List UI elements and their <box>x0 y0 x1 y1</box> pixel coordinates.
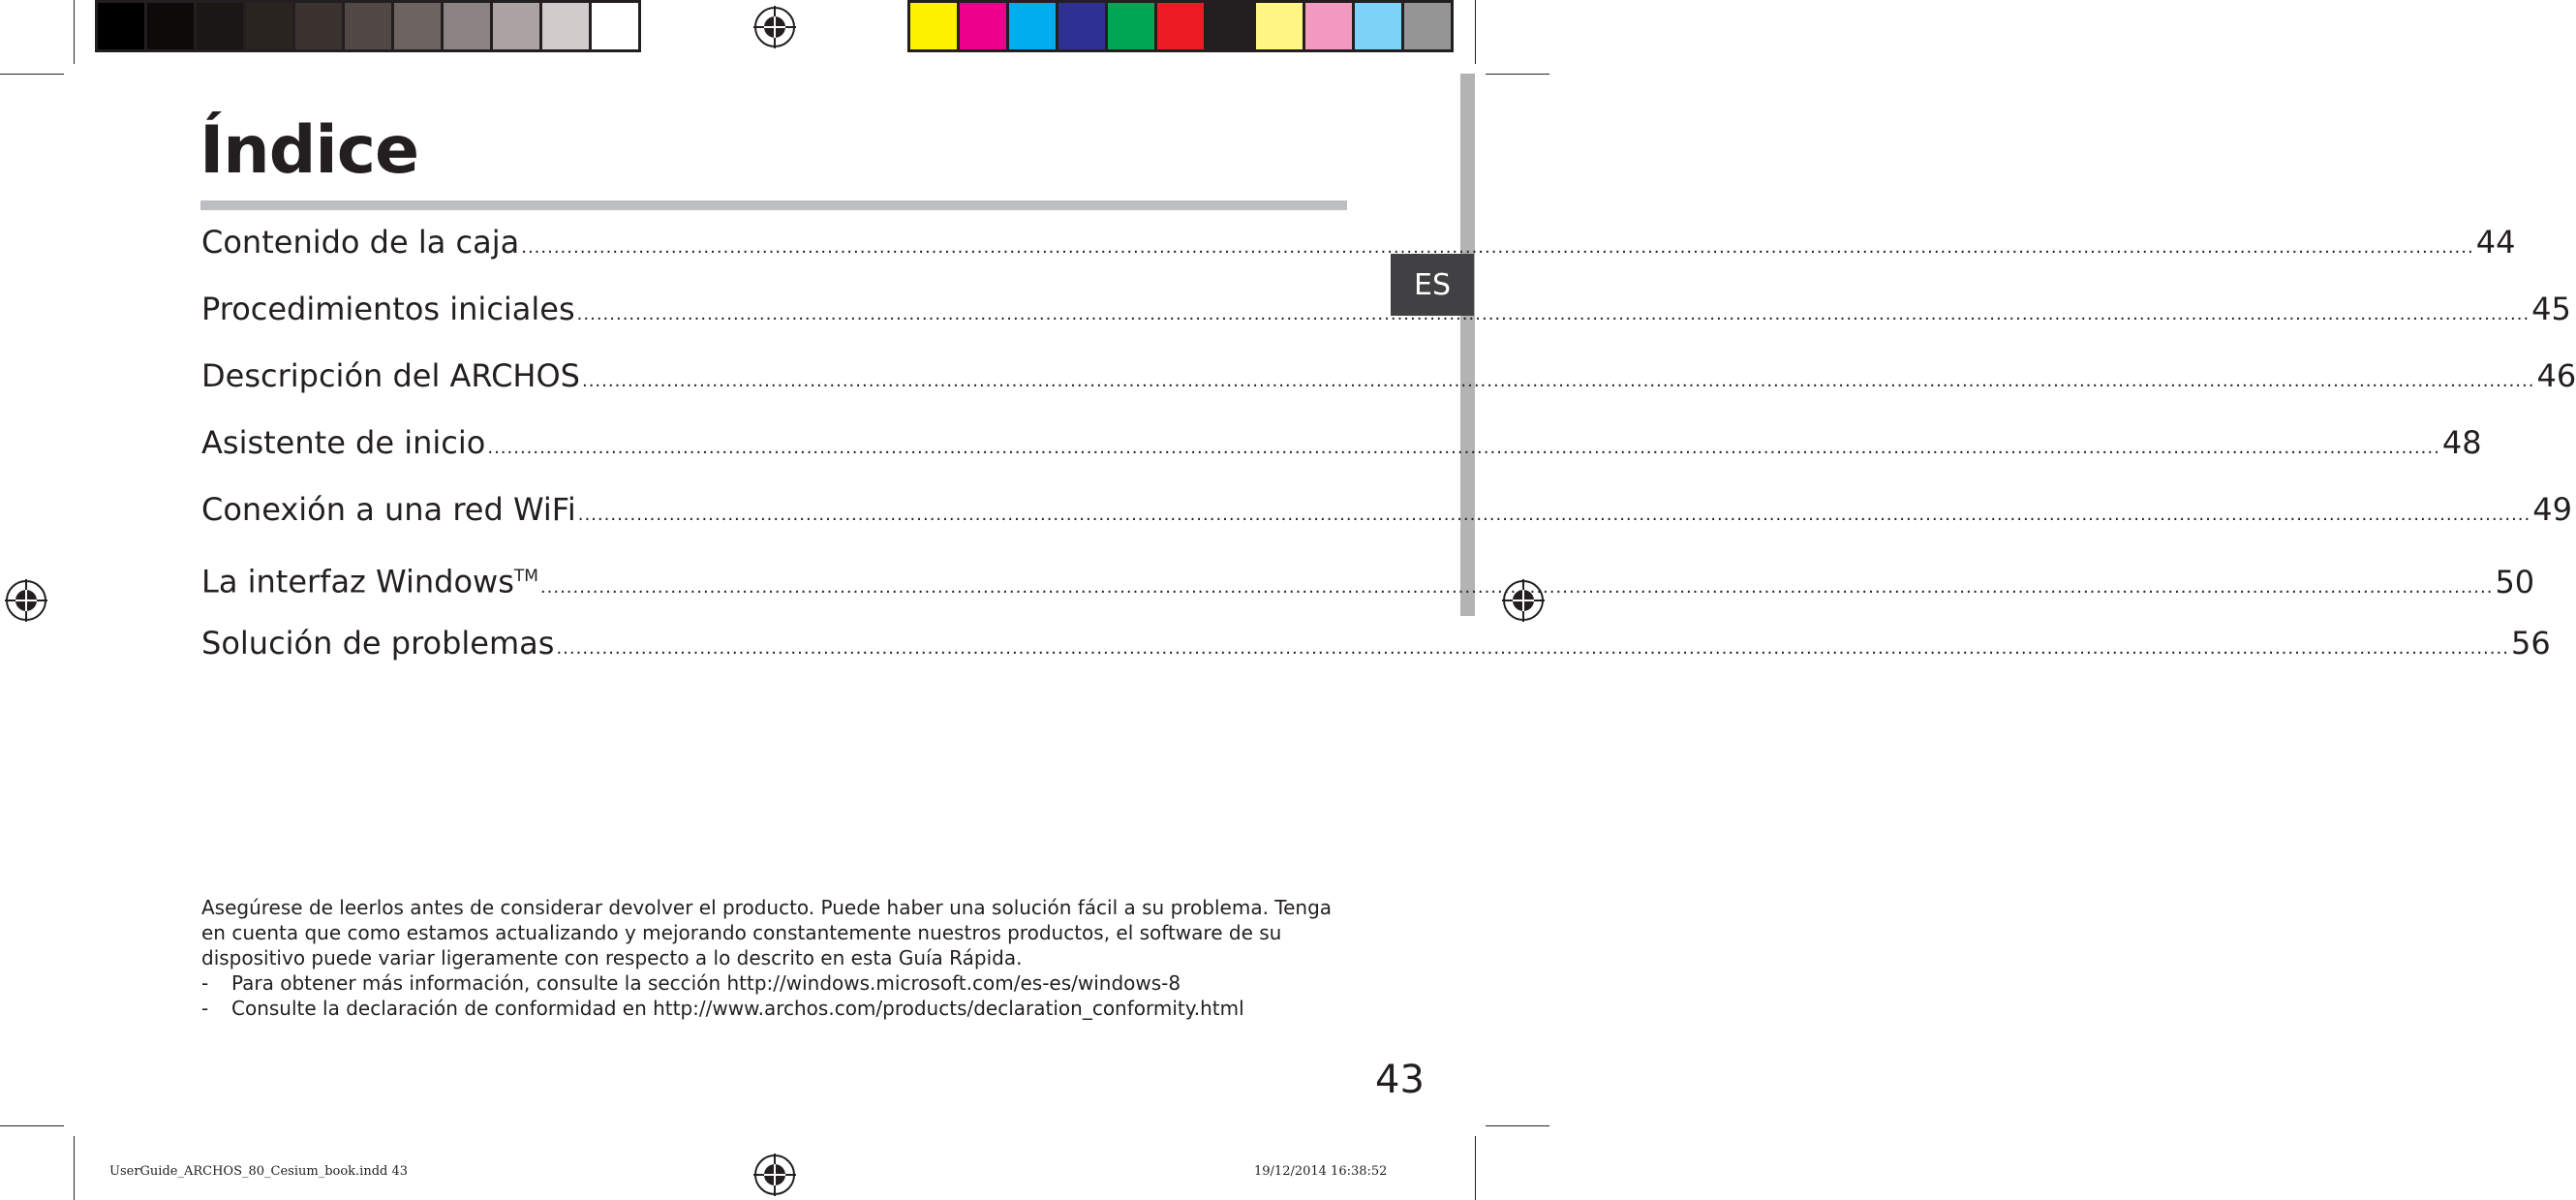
crop-mark <box>1475 0 1476 64</box>
page-title: Índice <box>199 112 419 189</box>
note-bullet-list <box>201 970 1354 1021</box>
crop-mark <box>1486 74 1549 75</box>
toc-entry-page: 44 <box>2475 224 2516 261</box>
color-swatch <box>1207 3 1253 49</box>
color-swatch <box>147 3 194 49</box>
toc-entry-page: 45 <box>2531 291 2571 327</box>
toc-entry-label: Solución de problemas <box>201 625 555 662</box>
toc-entry-page: 56 <box>2510 625 2551 662</box>
cmyk-color-bar <box>907 0 1454 52</box>
crop-mark <box>0 1125 64 1126</box>
registration-mark-icon <box>5 579 47 622</box>
color-swatch <box>1009 3 1056 49</box>
page-number: 43 <box>1375 1058 1425 1102</box>
color-swatch <box>1157 3 1204 49</box>
toc-entry[interactable] <box>201 484 2572 551</box>
slug-timestamp: 19/12/2014 16:38:52 <box>1254 1164 1388 1179</box>
toc-leader-dots: ............................................................................................................................................................................................................................................................................................................ <box>521 237 2474 258</box>
color-swatch <box>295 3 342 49</box>
color-swatch <box>1108 3 1154 49</box>
title-rule <box>200 200 1347 210</box>
color-swatch <box>98 3 144 49</box>
toc-entry-label: Conexión a una red WiFi <box>201 491 576 528</box>
toc-entry-page: 48 <box>2441 424 2482 461</box>
color-swatch <box>542 3 589 49</box>
toc-leader-dots: ............................................................................................................................................................................................................................................................................................................ <box>577 505 2531 525</box>
toc-leader-dots: ............................................................................................................................................................................................................................................................................................................ <box>487 438 2440 458</box>
crop-mark <box>0 74 64 75</box>
registration-mark-icon <box>753 6 796 48</box>
toc-entry-page: 50 <box>2495 563 2535 600</box>
note-paragraph: Asegúrese de leerlos antes de considerar devolver el producto. Puede haber una solución fácil a su problema. Tenga en cuenta que como estamos actualizando y mejorando constantemente nuestros productos, el software de su dispositivo puede variar ligeramente con respecto a lo descrito en esta Guía Rápida. <box>201 896 1333 969</box>
toc-leader-dots: ............................................................................................................................................................................................................................................................................................................ <box>576 304 2530 324</box>
grayscale-color-bar <box>95 0 641 52</box>
toc-entry[interactable] <box>201 551 2535 618</box>
list-item <box>201 970 1354 996</box>
color-swatch <box>1305 3 1352 49</box>
color-swatch <box>394 3 441 49</box>
color-swatch <box>592 3 638 49</box>
color-swatch <box>1404 3 1451 49</box>
toc-entry[interactable] <box>201 217 2516 284</box>
color-swatch <box>1058 3 1105 49</box>
crop-mark <box>74 1136 75 1200</box>
list-item <box>201 996 1354 1021</box>
language-tab: ES <box>1391 254 1474 316</box>
toc-entry-page: 49 <box>2532 491 2572 528</box>
crop-mark <box>1486 1125 1549 1126</box>
toc-entry-label: Contenido de la caja <box>201 224 520 261</box>
bullet-marker: - <box>201 997 209 1020</box>
registration-mark-icon <box>753 1154 796 1196</box>
toc-leader-dots: ............................................................................................................................................................................................................................................................................................................ <box>556 638 2509 659</box>
slug-filename: UserGuide_ARCHOS_80_Cesium_book.indd 43 <box>109 1164 409 1179</box>
color-swatch <box>444 3 490 49</box>
bullet-text: Para obtener más información, consulte la sección http://windows.microsoft.com/es-es/windows-8 <box>231 971 1181 995</box>
toc-entry[interactable] <box>201 618 2551 685</box>
toc-leader-dots: ............................................................................................................................................................................................................................................................................................................ <box>539 576 2494 598</box>
toc-entry-page: 46 <box>2536 357 2576 394</box>
table-of-contents <box>201 217 2576 685</box>
trademark-superscript: TM <box>513 567 538 586</box>
color-swatch <box>246 3 292 49</box>
bullet-marker: - <box>201 971 209 995</box>
color-swatch <box>493 3 539 49</box>
color-swatch <box>960 3 1006 49</box>
toc-entry-label: Asistente de inicio <box>201 424 486 461</box>
crop-mark <box>74 0 75 64</box>
color-swatch <box>910 3 957 49</box>
note-block <box>201 895 1354 1021</box>
bullet-text: Consulte la declaración de conformidad en http://www.archos.com/products/declaration_conformity.html <box>231 997 1244 1020</box>
color-swatch <box>197 3 243 49</box>
color-swatch <box>345 3 391 49</box>
toc-entry-label-text: La interfaz Windows <box>201 563 514 600</box>
color-swatch <box>1256 3 1303 49</box>
toc-entry-label <box>201 551 538 607</box>
color-swatch <box>1355 3 1401 49</box>
toc-leader-dots: ............................................................................................................................................................................................................................................................................................................ <box>581 371 2535 391</box>
toc-entry-label: Descripción del ARCHOS <box>201 357 580 394</box>
toc-entry[interactable] <box>201 284 2571 351</box>
toc-entry-label: Procedimientos iniciales <box>201 291 575 327</box>
crop-mark <box>1475 1136 1476 1200</box>
toc-entry[interactable] <box>201 417 2482 484</box>
toc-entry[interactable] <box>201 351 2576 417</box>
